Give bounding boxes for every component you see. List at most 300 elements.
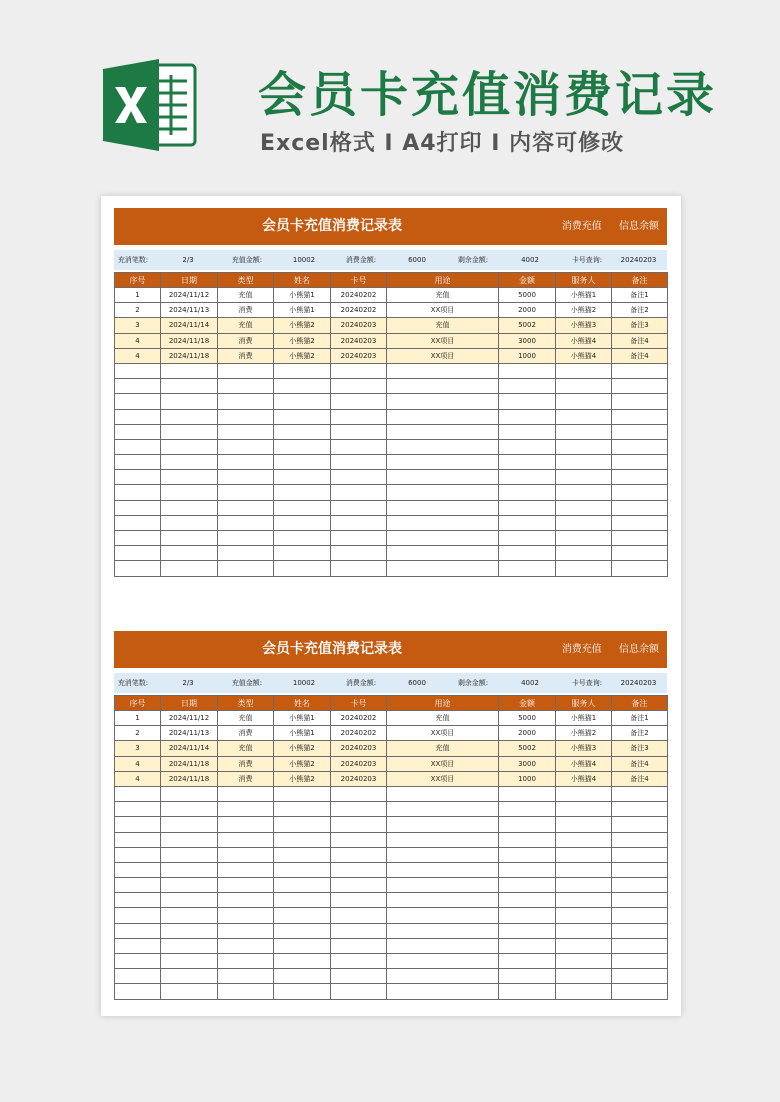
empty-cell[interactable]	[218, 847, 274, 862]
table-cell[interactable]: 小熊猫2	[274, 318, 331, 333]
empty-cell[interactable]	[274, 938, 331, 953]
empty-cell[interactable]	[115, 363, 161, 378]
empty-cell[interactable]	[331, 485, 387, 500]
empty-cell[interactable]	[556, 878, 612, 893]
empty-cell[interactable]	[218, 786, 274, 801]
empty-cell[interactable]	[115, 786, 161, 801]
empty-table-row[interactable]	[115, 938, 668, 953]
table-cell[interactable]: 20240203	[331, 348, 387, 363]
empty-cell[interactable]	[331, 893, 387, 908]
table-cell[interactable]: 小熊猫1	[274, 288, 331, 303]
table-cell[interactable]: 小熊猫2	[556, 303, 612, 318]
empty-cell[interactable]	[274, 439, 331, 454]
empty-cell[interactable]	[331, 439, 387, 454]
empty-cell[interactable]	[218, 379, 274, 394]
empty-cell[interactable]	[331, 470, 387, 485]
empty-cell[interactable]	[387, 394, 499, 409]
table-cell[interactable]: 3	[115, 318, 161, 333]
table-row[interactable]	[115, 318, 668, 333]
empty-cell[interactable]	[161, 455, 218, 470]
empty-cell[interactable]	[274, 847, 331, 862]
empty-cell[interactable]	[161, 862, 218, 877]
empty-cell[interactable]	[218, 485, 274, 500]
table-cell[interactable]: 消费	[218, 726, 274, 741]
empty-cell[interactable]	[387, 862, 499, 877]
empty-cell[interactable]	[161, 500, 218, 515]
card-search-input[interactable]: 20240203	[620, 679, 657, 687]
empty-cell[interactable]	[499, 893, 556, 908]
empty-cell[interactable]	[499, 862, 556, 877]
empty-cell[interactable]	[387, 969, 499, 984]
empty-cell[interactable]	[161, 409, 218, 424]
empty-table-row[interactable]	[115, 394, 668, 409]
table-cell[interactable]: 消费	[218, 333, 274, 348]
empty-cell[interactable]	[331, 379, 387, 394]
empty-cell[interactable]	[115, 409, 161, 424]
empty-cell[interactable]	[274, 424, 331, 439]
empty-cell[interactable]	[274, 817, 331, 832]
empty-cell[interactable]	[331, 515, 387, 530]
empty-cell[interactable]	[218, 363, 274, 378]
empty-table-row[interactable]	[115, 363, 668, 378]
empty-table-row[interactable]	[115, 969, 668, 984]
empty-cell[interactable]	[556, 439, 612, 454]
empty-cell[interactable]	[115, 379, 161, 394]
empty-cell[interactable]	[499, 786, 556, 801]
empty-cell[interactable]	[161, 424, 218, 439]
empty-cell[interactable]	[556, 394, 612, 409]
empty-cell[interactable]	[499, 832, 556, 847]
empty-table-row[interactable]	[115, 561, 668, 576]
empty-cell[interactable]	[218, 938, 274, 953]
table-cell[interactable]: 2024/11/18	[161, 756, 218, 771]
empty-cell[interactable]	[499, 439, 556, 454]
table-cell[interactable]: XX项目	[387, 771, 499, 786]
empty-cell[interactable]	[556, 409, 612, 424]
empty-cell[interactable]	[274, 832, 331, 847]
empty-table-row[interactable]	[115, 862, 668, 877]
empty-cell[interactable]	[499, 424, 556, 439]
empty-cell[interactable]	[218, 923, 274, 938]
empty-cell[interactable]	[331, 984, 387, 999]
table-cell[interactable]: 小熊猫1	[274, 726, 331, 741]
empty-cell[interactable]	[274, 409, 331, 424]
table-cell[interactable]: 备注2	[612, 303, 668, 318]
table-cell[interactable]: 1000	[499, 348, 556, 363]
empty-cell[interactable]	[274, 786, 331, 801]
empty-cell[interactable]	[218, 500, 274, 515]
empty-table-row[interactable]	[115, 817, 668, 832]
empty-cell[interactable]	[274, 893, 331, 908]
empty-cell[interactable]	[218, 908, 274, 923]
table-cell[interactable]: XX项目	[387, 726, 499, 741]
empty-cell[interactable]	[218, 878, 274, 893]
empty-cell[interactable]	[387, 938, 499, 953]
empty-cell[interactable]	[331, 817, 387, 832]
empty-cell[interactable]	[387, 531, 499, 546]
empty-table-row[interactable]	[115, 786, 668, 801]
table-cell[interactable]: 4	[115, 348, 161, 363]
empty-cell[interactable]	[387, 908, 499, 923]
empty-cell[interactable]	[115, 802, 161, 817]
empty-cell[interactable]	[218, 470, 274, 485]
empty-cell[interactable]	[274, 485, 331, 500]
empty-cell[interactable]	[556, 969, 612, 984]
empty-cell[interactable]	[387, 379, 499, 394]
empty-cell[interactable]	[274, 379, 331, 394]
empty-cell[interactable]	[331, 908, 387, 923]
empty-cell[interactable]	[331, 786, 387, 801]
empty-table-row[interactable]	[115, 923, 668, 938]
empty-table-row[interactable]	[115, 455, 668, 470]
empty-cell[interactable]	[274, 531, 331, 546]
empty-cell[interactable]	[115, 470, 161, 485]
empty-cell[interactable]	[612, 802, 668, 817]
empty-cell[interactable]	[115, 878, 161, 893]
table-row[interactable]	[115, 348, 668, 363]
table-cell[interactable]: XX项目	[387, 333, 499, 348]
empty-cell[interactable]	[161, 969, 218, 984]
empty-cell[interactable]	[387, 470, 499, 485]
empty-table-row[interactable]	[115, 954, 668, 969]
empty-cell[interactable]	[612, 923, 668, 938]
table-cell[interactable]: 备注2	[612, 726, 668, 741]
empty-cell[interactable]	[161, 470, 218, 485]
table-row[interactable]	[115, 741, 668, 756]
table-cell[interactable]: 2024/11/13	[161, 726, 218, 741]
empty-cell[interactable]	[612, 394, 668, 409]
empty-cell[interactable]	[115, 561, 161, 576]
table-cell[interactable]: 3000	[499, 333, 556, 348]
table-cell[interactable]: 充值	[387, 741, 499, 756]
empty-cell[interactable]	[331, 561, 387, 576]
empty-cell[interactable]	[612, 878, 668, 893]
empty-cell[interactable]	[499, 500, 556, 515]
table-row[interactable]	[115, 771, 668, 786]
table-cell[interactable]: 2024/11/18	[161, 333, 218, 348]
table-cell[interactable]: 小熊猫2	[274, 756, 331, 771]
table-cell[interactable]: 5002	[499, 318, 556, 333]
table-cell[interactable]: 3000	[499, 756, 556, 771]
empty-cell[interactable]	[499, 455, 556, 470]
empty-cell[interactable]	[556, 938, 612, 953]
empty-cell[interactable]	[499, 485, 556, 500]
empty-cell[interactable]	[274, 923, 331, 938]
table-cell[interactable]: 1	[115, 288, 161, 303]
table-cell[interactable]: 小熊猫2	[274, 348, 331, 363]
empty-cell[interactable]	[218, 561, 274, 576]
empty-cell[interactable]	[218, 439, 274, 454]
empty-cell[interactable]	[556, 515, 612, 530]
empty-cell[interactable]	[499, 394, 556, 409]
table-cell[interactable]: 4	[115, 333, 161, 348]
empty-cell[interactable]	[499, 561, 556, 576]
empty-cell[interactable]	[556, 546, 612, 561]
table-cell[interactable]: 2	[115, 726, 161, 741]
table-row[interactable]	[115, 711, 668, 726]
empty-cell[interactable]	[274, 455, 331, 470]
empty-cell[interactable]	[556, 817, 612, 832]
empty-cell[interactable]	[161, 923, 218, 938]
empty-cell[interactable]	[387, 984, 499, 999]
empty-cell[interactable]	[161, 832, 218, 847]
empty-cell[interactable]	[387, 923, 499, 938]
empty-cell[interactable]	[161, 878, 218, 893]
empty-table-row[interactable]	[115, 515, 668, 530]
empty-cell[interactable]	[115, 455, 161, 470]
empty-cell[interactable]	[161, 379, 218, 394]
empty-cell[interactable]	[387, 424, 499, 439]
table-cell[interactable]: 消费	[218, 771, 274, 786]
table-cell[interactable]: 充值	[218, 741, 274, 756]
empty-table-row[interactable]	[115, 893, 668, 908]
empty-cell[interactable]	[499, 379, 556, 394]
empty-cell[interactable]	[115, 485, 161, 500]
empty-cell[interactable]	[612, 363, 668, 378]
empty-cell[interactable]	[331, 531, 387, 546]
empty-cell[interactable]	[556, 786, 612, 801]
empty-cell[interactable]	[331, 954, 387, 969]
empty-cell[interactable]	[612, 379, 668, 394]
table-cell[interactable]: 充值	[387, 711, 499, 726]
empty-cell[interactable]	[556, 531, 612, 546]
empty-cell[interactable]	[115, 908, 161, 923]
table-cell[interactable]: 20240203	[331, 771, 387, 786]
consume-recharge-link[interactable]: 消费充值	[561, 221, 602, 232]
empty-cell[interactable]	[331, 938, 387, 953]
empty-table-row[interactable]	[115, 802, 668, 817]
empty-cell[interactable]	[387, 561, 499, 576]
empty-cell[interactable]	[556, 984, 612, 999]
empty-cell[interactable]	[331, 546, 387, 561]
empty-cell[interactable]	[218, 893, 274, 908]
empty-cell[interactable]	[161, 786, 218, 801]
empty-cell[interactable]	[556, 500, 612, 515]
empty-cell[interactable]	[499, 802, 556, 817]
empty-cell[interactable]	[331, 923, 387, 938]
table-cell[interactable]: 2024/11/12	[161, 288, 218, 303]
table-cell[interactable]: 1000	[499, 771, 556, 786]
table-cell[interactable]: 2000	[499, 726, 556, 741]
empty-cell[interactable]	[115, 500, 161, 515]
table-cell[interactable]: 4	[115, 771, 161, 786]
empty-cell[interactable]	[499, 878, 556, 893]
table-cell[interactable]: 小熊猫4	[556, 348, 612, 363]
empty-cell[interactable]	[556, 832, 612, 847]
empty-cell[interactable]	[161, 817, 218, 832]
table-cell[interactable]: 小熊猫1	[274, 303, 331, 318]
empty-cell[interactable]	[331, 969, 387, 984]
table-cell[interactable]: 5002	[499, 741, 556, 756]
empty-table-row[interactable]	[115, 424, 668, 439]
empty-cell[interactable]	[115, 923, 161, 938]
table-cell[interactable]: 小熊猫3	[556, 318, 612, 333]
empty-cell[interactable]	[612, 546, 668, 561]
empty-cell[interactable]	[387, 409, 499, 424]
empty-cell[interactable]	[218, 394, 274, 409]
empty-cell[interactable]	[387, 893, 499, 908]
empty-table-row[interactable]	[115, 878, 668, 893]
empty-cell[interactable]	[274, 363, 331, 378]
empty-cell[interactable]	[274, 878, 331, 893]
empty-cell[interactable]	[115, 424, 161, 439]
empty-cell[interactable]	[161, 515, 218, 530]
table-cell[interactable]: 5000	[499, 288, 556, 303]
table-cell[interactable]: 小熊猫1	[556, 288, 612, 303]
empty-cell[interactable]	[331, 394, 387, 409]
table-cell[interactable]: 20240202	[331, 711, 387, 726]
empty-table-row[interactable]	[115, 470, 668, 485]
empty-cell[interactable]	[115, 832, 161, 847]
table-cell[interactable]: 小熊猫4	[556, 756, 612, 771]
table-cell[interactable]: 备注1	[612, 711, 668, 726]
empty-cell[interactable]	[387, 954, 499, 969]
empty-cell[interactable]	[612, 862, 668, 877]
table-cell[interactable]: 20240203	[331, 756, 387, 771]
empty-table-row[interactable]	[115, 409, 668, 424]
empty-cell[interactable]	[218, 832, 274, 847]
empty-cell[interactable]	[556, 363, 612, 378]
empty-table-row[interactable]	[115, 531, 668, 546]
empty-cell[interactable]	[556, 847, 612, 862]
empty-cell[interactable]	[499, 847, 556, 862]
empty-cell[interactable]	[387, 832, 499, 847]
table-row[interactable]	[115, 756, 668, 771]
table-cell[interactable]: 2024/11/12	[161, 711, 218, 726]
empty-cell[interactable]	[331, 832, 387, 847]
empty-cell[interactable]	[499, 546, 556, 561]
empty-cell[interactable]	[161, 394, 218, 409]
balance-info-link[interactable]: 信息余额	[619, 221, 659, 232]
empty-cell[interactable]	[274, 394, 331, 409]
table-row[interactable]	[115, 288, 668, 303]
table-cell[interactable]: 小熊猫2	[274, 333, 331, 348]
table-cell[interactable]: 小熊猫4	[556, 333, 612, 348]
table-cell[interactable]: 2000	[499, 303, 556, 318]
empty-cell[interactable]	[556, 923, 612, 938]
empty-cell[interactable]	[274, 561, 331, 576]
empty-cell[interactable]	[387, 817, 499, 832]
empty-cell[interactable]	[331, 862, 387, 877]
empty-cell[interactable]	[612, 424, 668, 439]
empty-cell[interactable]	[499, 908, 556, 923]
table-cell[interactable]: 消费	[218, 348, 274, 363]
empty-cell[interactable]	[387, 786, 499, 801]
empty-cell[interactable]	[161, 984, 218, 999]
empty-cell[interactable]	[274, 862, 331, 877]
empty-cell[interactable]	[218, 546, 274, 561]
empty-cell[interactable]	[161, 546, 218, 561]
empty-cell[interactable]	[556, 893, 612, 908]
table-cell[interactable]: 充值	[218, 288, 274, 303]
table-row[interactable]	[115, 303, 668, 318]
table-cell[interactable]: 消费	[218, 303, 274, 318]
empty-cell[interactable]	[612, 470, 668, 485]
empty-cell[interactable]	[499, 938, 556, 953]
empty-cell[interactable]	[218, 802, 274, 817]
table-cell[interactable]: 1	[115, 711, 161, 726]
empty-table-row[interactable]	[115, 908, 668, 923]
empty-cell[interactable]	[499, 923, 556, 938]
empty-cell[interactable]	[387, 515, 499, 530]
empty-cell[interactable]	[161, 363, 218, 378]
empty-cell[interactable]	[218, 531, 274, 546]
empty-cell[interactable]	[274, 954, 331, 969]
empty-table-row[interactable]	[115, 546, 668, 561]
empty-cell[interactable]	[556, 485, 612, 500]
empty-cell[interactable]	[331, 500, 387, 515]
empty-cell[interactable]	[556, 954, 612, 969]
table-row[interactable]	[115, 333, 668, 348]
empty-cell[interactable]	[115, 984, 161, 999]
table-cell[interactable]: 备注4	[612, 771, 668, 786]
empty-cell[interactable]	[331, 847, 387, 862]
table-cell[interactable]: 小熊猫2	[556, 726, 612, 741]
empty-cell[interactable]	[115, 847, 161, 862]
empty-cell[interactable]	[218, 515, 274, 530]
table-cell[interactable]: XX项目	[387, 303, 499, 318]
table-cell[interactable]: 消费	[218, 756, 274, 771]
empty-cell[interactable]	[161, 893, 218, 908]
empty-cell[interactable]	[387, 455, 499, 470]
empty-cell[interactable]	[161, 847, 218, 862]
empty-cell[interactable]	[161, 485, 218, 500]
empty-cell[interactable]	[274, 908, 331, 923]
table-cell[interactable]: 备注4	[612, 756, 668, 771]
table-cell[interactable]: 5000	[499, 711, 556, 726]
empty-cell[interactable]	[387, 546, 499, 561]
table-cell[interactable]: 2	[115, 303, 161, 318]
empty-cell[interactable]	[556, 455, 612, 470]
empty-cell[interactable]	[556, 424, 612, 439]
empty-cell[interactable]	[499, 531, 556, 546]
table-cell[interactable]: XX项目	[387, 348, 499, 363]
empty-cell[interactable]	[612, 455, 668, 470]
empty-cell[interactable]	[115, 531, 161, 546]
table-cell[interactable]: 3	[115, 741, 161, 756]
empty-cell[interactable]	[115, 817, 161, 832]
empty-table-row[interactable]	[115, 832, 668, 847]
table-cell[interactable]: 备注4	[612, 333, 668, 348]
empty-cell[interactable]	[612, 893, 668, 908]
empty-cell[interactable]	[612, 531, 668, 546]
empty-cell[interactable]	[274, 969, 331, 984]
empty-cell[interactable]	[612, 500, 668, 515]
table-cell[interactable]: XX项目	[387, 756, 499, 771]
empty-table-row[interactable]	[115, 984, 668, 999]
empty-cell[interactable]	[499, 515, 556, 530]
empty-cell[interactable]	[556, 379, 612, 394]
table-cell[interactable]: 2024/11/18	[161, 771, 218, 786]
table-cell[interactable]: 小熊猫2	[274, 771, 331, 786]
table-cell[interactable]: 充值	[387, 288, 499, 303]
empty-cell[interactable]	[612, 908, 668, 923]
table-cell[interactable]: 小熊猫2	[274, 741, 331, 756]
empty-cell[interactable]	[612, 439, 668, 454]
table-cell[interactable]: 2024/11/14	[161, 318, 218, 333]
empty-cell[interactable]	[115, 439, 161, 454]
empty-cell[interactable]	[612, 847, 668, 862]
empty-cell[interactable]	[218, 862, 274, 877]
table-cell[interactable]: 备注3	[612, 741, 668, 756]
empty-cell[interactable]	[161, 908, 218, 923]
empty-cell[interactable]	[387, 802, 499, 817]
empty-cell[interactable]	[161, 938, 218, 953]
empty-cell[interactable]	[612, 485, 668, 500]
empty-cell[interactable]	[274, 515, 331, 530]
empty-cell[interactable]	[218, 424, 274, 439]
empty-cell[interactable]	[499, 817, 556, 832]
